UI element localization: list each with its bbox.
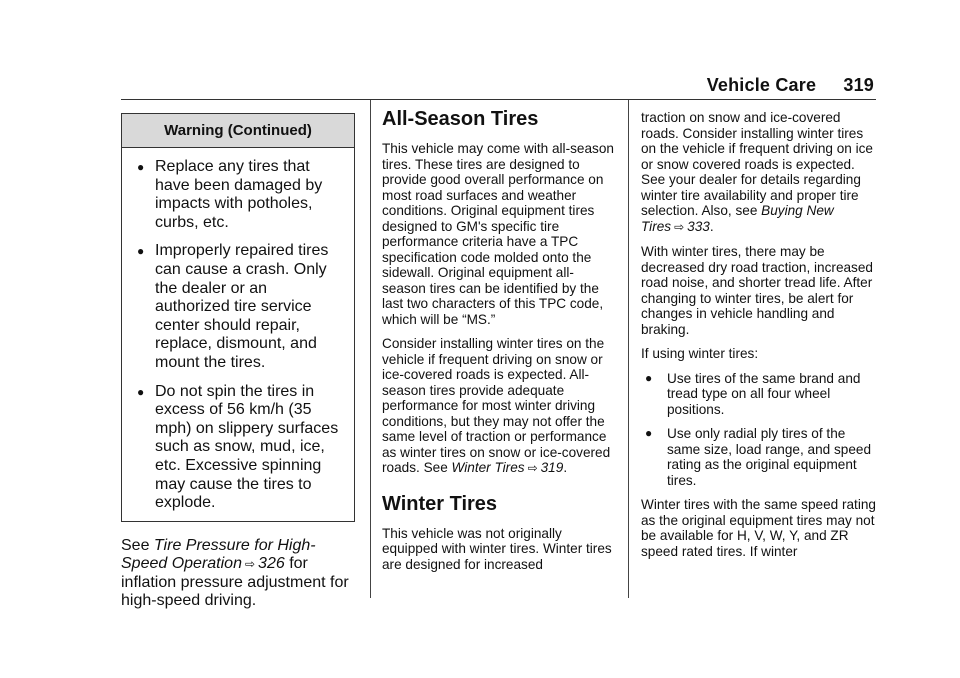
- page-header: [707, 75, 874, 96]
- column-divider-1: [370, 100, 371, 598]
- warning-body: [122, 148, 354, 521]
- section-title: Vehicle Care: [706, 75, 817, 95]
- page-arrow-icon: ⇨: [244, 557, 256, 572]
- bullet-icon: ●: [645, 370, 653, 385]
- warning-item-text: Replace any tires that have been damaged by impacts with potholes, curbs, etc.: [155, 158, 323, 231]
- all-season-paragraph-1: This vehicle may come with all-season tires. These tires are designed to provide good overall performance on most road surfaces and weather conditions. Original equipment tires designed to GM's specific tire performance criteria have a TPC specification code molded onto the sidewall. Original equipment all-season tires can be identified by the last two characters of this TPC code, which will be “MS.”: [382, 141, 614, 327]
- warning-item: [132, 383, 342, 513]
- column-3: [641, 110, 881, 568]
- winter-paragraph-1-start: This vehicle was not originally equipped with winter tires. Winter tires are designed for increased: [382, 525, 612, 572]
- bullet-icon: ●: [137, 244, 145, 259]
- warning-item-text: Improperly repaired tires can cause a crash. Only the dealer or an authorized tire service center should repair, replace, dismount, and mount the tires.: [155, 242, 329, 371]
- warning-item-text: Do not spin the tires in excess of 56 km/h (35 mph) on slippery surfaces such as snow, mud, ice, etc. Excessive spinning may cause the tires to explode.: [155, 382, 339, 512]
- column-divider-2: [628, 100, 629, 598]
- page-arrow-icon: ⇨: [527, 461, 538, 475]
- winter-paragraph-1-cont: traction on snow and ice-covered roads. Consider installing winter tires on the vehicle if frequent driving on ice or snow covered roads is expected. See your dealer for details regarding winter tire availability and proper tire selection. Also, see Buying New Tires ⇨ 333.: [641, 110, 873, 234]
- warning-item: [132, 158, 342, 232]
- column-1: [121, 113, 355, 611]
- bullet-icon: ●: [137, 384, 145, 399]
- all-season-heading: All-Season Tires: [382, 108, 539, 130]
- header-rule: [121, 99, 876, 100]
- page-ref[interactable]: 319: [540, 460, 564, 475]
- all-season-paragraph-2: Consider installing winter tires on the vehicle if frequent driving on snow or ice-covered roads is expected. All-season tires provide adequate performance for most winter driving conditions, but they may not offer the same level of traction or performance as winter tires on snow or ice-covered roads. See Winter Tires ⇨ 319.: [382, 336, 611, 475]
- page-ref[interactable]: 326: [258, 555, 285, 573]
- list-item: [641, 426, 881, 488]
- list-item-text: Use tires of the same brand and tread type on all four wheel positions.: [667, 370, 861, 417]
- page-ref[interactable]: 333: [687, 218, 710, 234]
- buying-new-tires-link[interactable]: Buying New Tires: [641, 203, 834, 234]
- winter-paragraph-4: Winter tires with the same speed rating as the original equipment tires may not be available for H, V, W, Y, and ZR speed rated tires. If winter: [641, 497, 876, 559]
- winter-paragraph-3: If using winter tires:: [641, 346, 759, 361]
- bullet-icon: ●: [645, 426, 653, 440]
- bullet-icon: ●: [137, 160, 145, 174]
- winter-tires-link[interactable]: Winter Tires: [451, 460, 525, 475]
- page-number: 319: [843, 75, 874, 95]
- warning-box: [121, 113, 355, 522]
- list-item-text: Use only radial ply tires of the same size, load range, and speed rating as the original equipment tires.: [667, 426, 872, 488]
- winter-heading: Winter Tires: [382, 492, 498, 515]
- winter-paragraph-2: With winter tires, there may be decreased dry road traction, increased road noise, and shorter tread life. After changing to winter tires, be alert for changes in vehicle handling and braking.: [641, 244, 873, 337]
- list-item: [641, 371, 881, 418]
- tire-pressure-reference: See Tire Pressure for High-Speed Operation ⇨ 326 for inflation pressure adjustment for high-speed driving.: [121, 536, 349, 610]
- column-2: [382, 106, 614, 572]
- page-arrow-icon: ⇨: [674, 219, 685, 234]
- warning-item: [132, 242, 342, 372]
- tire-pressure-link[interactable]: Tire Pressure for High-Speed Operation: [121, 536, 316, 573]
- warning-title: Warning (Continued): [122, 114, 354, 148]
